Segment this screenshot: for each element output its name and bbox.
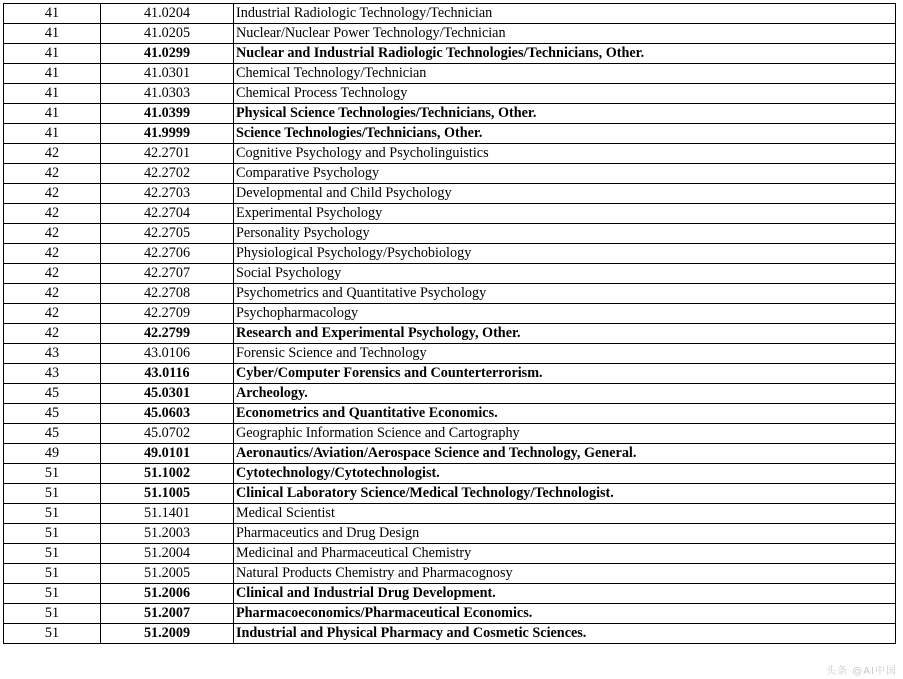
family-code-cell: 51 <box>4 564 101 584</box>
cip-code-cell: 49.0101 <box>101 444 234 464</box>
family-code-cell: 49 <box>4 444 101 464</box>
program-title-cell: Research and Experimental Psychology, Other. <box>234 324 896 344</box>
cip-code-cell: 51.1002 <box>101 464 234 484</box>
cip-code-cell: 45.0603 <box>101 404 234 424</box>
family-code-cell: 41 <box>4 64 101 84</box>
table-row <box>4 284 896 304</box>
program-title-cell: Chemical Technology/Technician <box>234 64 896 84</box>
family-code-cell: 42 <box>4 204 101 224</box>
family-code-cell: 45 <box>4 424 101 444</box>
cip-code-cell: 51.2004 <box>101 544 234 564</box>
program-title-cell: Natural Products Chemistry and Pharmacognosy <box>234 564 896 584</box>
family-code-cell: 41 <box>4 44 101 64</box>
table-row <box>4 164 896 184</box>
cip-code-cell: 41.0204 <box>101 4 234 24</box>
cip-code-cell: 43.0116 <box>101 364 234 384</box>
cip-code-cell: 42.2702 <box>101 164 234 184</box>
table-row <box>4 504 896 524</box>
program-title-cell: Medicinal and Pharmaceutical Chemistry <box>234 544 896 564</box>
program-title-cell: Forensic Science and Technology <box>234 344 896 364</box>
cip-code-table-container <box>3 3 896 644</box>
table-row <box>4 4 896 24</box>
family-code-cell: 41 <box>4 24 101 44</box>
cip-code-cell: 51.2007 <box>101 604 234 624</box>
table-body <box>4 4 896 644</box>
program-title-cell: Archeology. <box>234 384 896 404</box>
cip-code-cell: 51.1401 <box>101 504 234 524</box>
program-title-cell: Industrial and Physical Pharmacy and Cosmetic Sciences. <box>234 624 896 644</box>
family-code-cell: 51 <box>4 524 101 544</box>
cip-code-cell: 43.0106 <box>101 344 234 364</box>
program-title-cell: Personality Psychology <box>234 224 896 244</box>
program-title-cell: Aeronautics/Aviation/Aerospace Science and Technology, General. <box>234 444 896 464</box>
family-code-cell: 42 <box>4 144 101 164</box>
table-row <box>4 404 896 424</box>
program-title-cell: Medical Scientist <box>234 504 896 524</box>
table-row <box>4 584 896 604</box>
cip-code-cell: 51.1005 <box>101 484 234 504</box>
program-title-cell: Physical Science Technologies/Technicians, Other. <box>234 104 896 124</box>
program-title-cell: Pharmaceutics and Drug Design <box>234 524 896 544</box>
table-row <box>4 624 896 644</box>
cip-code-cell: 41.0399 <box>101 104 234 124</box>
cip-code-cell: 42.2701 <box>101 144 234 164</box>
table-row <box>4 324 896 344</box>
table-row <box>4 484 896 504</box>
family-code-cell: 42 <box>4 244 101 264</box>
cip-code-cell: 51.2005 <box>101 564 234 584</box>
cip-code-cell: 42.2799 <box>101 324 234 344</box>
table-row <box>4 344 896 364</box>
family-code-cell: 51 <box>4 624 101 644</box>
table-row <box>4 124 896 144</box>
program-title-cell: Econometrics and Quantitative Economics. <box>234 404 896 424</box>
family-code-cell: 42 <box>4 304 101 324</box>
table-row <box>4 84 896 104</box>
program-title-cell: Nuclear and Industrial Radiologic Technologies/Technicians, Other. <box>234 44 896 64</box>
table-row <box>4 524 896 544</box>
table-row <box>4 144 896 164</box>
cip-code-cell: 42.2706 <box>101 244 234 264</box>
table-row <box>4 564 896 584</box>
table-row <box>4 464 896 484</box>
cip-code-cell: 51.2003 <box>101 524 234 544</box>
family-code-cell: 45 <box>4 384 101 404</box>
program-title-cell: Pharmacoeconomics/Pharmaceutical Economics. <box>234 604 896 624</box>
cip-code-cell: 42.2703 <box>101 184 234 204</box>
table-row <box>4 64 896 84</box>
program-title-cell: Geographic Information Science and Cartography <box>234 424 896 444</box>
table-row <box>4 224 896 244</box>
program-title-cell: Experimental Psychology <box>234 204 896 224</box>
cip-code-cell: 42.2708 <box>101 284 234 304</box>
program-title-cell: Science Technologies/Technicians, Other. <box>234 124 896 144</box>
program-title-cell: Social Psychology <box>234 264 896 284</box>
program-title-cell: Psychopharmacology <box>234 304 896 324</box>
family-code-cell: 51 <box>4 504 101 524</box>
table-row <box>4 384 896 404</box>
cip-code-cell: 42.2705 <box>101 224 234 244</box>
family-code-cell: 41 <box>4 4 101 24</box>
table-row <box>4 604 896 624</box>
family-code-cell: 41 <box>4 84 101 104</box>
program-title-cell: Clinical and Industrial Drug Development. <box>234 584 896 604</box>
program-title-cell: Nuclear/Nuclear Power Technology/Technician <box>234 24 896 44</box>
table-row <box>4 104 896 124</box>
family-code-cell: 51 <box>4 484 101 504</box>
program-title-cell: Developmental and Child Psychology <box>234 184 896 204</box>
cip-code-cell: 45.0702 <box>101 424 234 444</box>
family-code-cell: 42 <box>4 264 101 284</box>
cip-code-cell: 45.0301 <box>101 384 234 404</box>
program-title-cell: Cognitive Psychology and Psycholinguistics <box>234 144 896 164</box>
family-code-cell: 43 <box>4 364 101 384</box>
family-code-cell: 42 <box>4 284 101 304</box>
watermark: 头条 @AI中国 <box>826 666 897 677</box>
table-row <box>4 244 896 264</box>
cip-code-table <box>3 3 896 644</box>
table-row <box>4 24 896 44</box>
table-row <box>4 444 896 464</box>
table-row <box>4 304 896 324</box>
program-title-cell: Cyber/Computer Forensics and Counterterrorism. <box>234 364 896 384</box>
table-row <box>4 544 896 564</box>
cip-code-cell: 42.2704 <box>101 204 234 224</box>
program-title-cell: Chemical Process Technology <box>234 84 896 104</box>
cip-code-cell: 41.0301 <box>101 64 234 84</box>
cip-code-cell: 42.2707 <box>101 264 234 284</box>
cip-code-cell: 41.9999 <box>101 124 234 144</box>
table-row <box>4 184 896 204</box>
family-code-cell: 42 <box>4 184 101 204</box>
cip-code-cell: 42.2709 <box>101 304 234 324</box>
cip-code-cell: 41.0303 <box>101 84 234 104</box>
family-code-cell: 43 <box>4 344 101 364</box>
family-code-cell: 41 <box>4 104 101 124</box>
program-title-cell: Clinical Laboratory Science/Medical Technology/Technologist. <box>234 484 896 504</box>
table-row <box>4 364 896 384</box>
table-row <box>4 264 896 284</box>
table-row <box>4 424 896 444</box>
program-title-cell: Physiological Psychology/Psychobiology <box>234 244 896 264</box>
family-code-cell: 51 <box>4 544 101 564</box>
cip-code-cell: 51.2006 <box>101 584 234 604</box>
family-code-cell: 51 <box>4 464 101 484</box>
family-code-cell: 42 <box>4 324 101 344</box>
table-row <box>4 204 896 224</box>
family-code-cell: 42 <box>4 224 101 244</box>
program-title-cell: Industrial Radiologic Technology/Technician <box>234 4 896 24</box>
family-code-cell: 42 <box>4 164 101 184</box>
family-code-cell: 45 <box>4 404 101 424</box>
cip-code-cell: 51.2009 <box>101 624 234 644</box>
family-code-cell: 51 <box>4 604 101 624</box>
program-title-cell: Cytotechnology/Cytotechnologist. <box>234 464 896 484</box>
program-title-cell: Psychometrics and Quantitative Psychology <box>234 284 896 304</box>
cip-code-cell: 41.0299 <box>101 44 234 64</box>
program-title-cell: Comparative Psychology <box>234 164 896 184</box>
cip-code-cell: 41.0205 <box>101 24 234 44</box>
family-code-cell: 51 <box>4 584 101 604</box>
family-code-cell: 41 <box>4 124 101 144</box>
table-row <box>4 44 896 64</box>
